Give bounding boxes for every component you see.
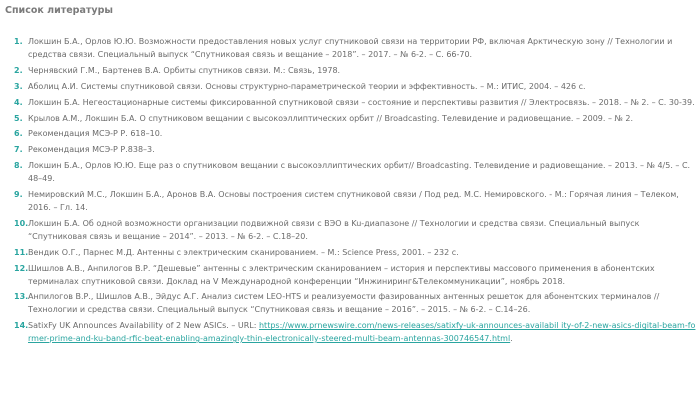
reference-text: Локшин Б.А., Орлов Ю.Ю. Возможности предоставления новых услуг спутниковой связи на территории РФ, включая Арктическую зону // Технологии и средства связи. Специальный выпуск “Спутниковая связь и вещание – 2018”. – 2017. – № 6-2. – С. 66-70.	[28, 37, 673, 59]
reference-text: Шишлов А.В., Анпилогов В.Р. “Дешевые” антенны с электрическим сканированием – история и перспективы массового применения в абонентских терминалах спутниковой связи. Доклад на V Международной конференции “Инжиниринг&Телекоммуникации”, ноябрь 2018.	[28, 263, 655, 286]
reference-text: Аболиц А.И. Системы спутниковой связи. Основы структурно-параметрической теории и эффективность. – М.: ИТИС, 2004. – 426 с.	[28, 81, 586, 91]
list-item	[0, 218, 700, 244]
reference-text: Анпилогов В.Р., Шишлов А.В., Эйдус А.Г. Анализ систем LEO-HTS и реализуемости фазированных антенных решеток для абонентских терминалов // Технологии и средства связи. Специальный выпуск “Спутниковая связь и вещание – 2016”. – 2015. – № 6-2. – С.14–26.	[28, 292, 660, 315]
reference-text: Рекомендация МСЭ-Р Р. 618–10.	[28, 129, 163, 139]
reference-number: 7.	[14, 145, 23, 155]
reference-number: 6.	[14, 129, 23, 139]
reference-text: Локшин Б.А. Негеостационарные системы фиксированной спутниковой связи – состояние и перспективы развития // Электросвязь. – 2018. – № 2. – С. 30-39.	[28, 97, 695, 107]
reference-text: Крылов А.М., Локшин Б.А. О спутниковом вещании с высокоэллиптических орбит // Broadcasting. Телевидение и радиовещание. – 2009. – № 2.	[28, 113, 633, 123]
reference-number: 5.	[14, 113, 23, 123]
list-item	[0, 320, 700, 346]
reference-text	[28, 320, 700, 346]
list-item	[0, 128, 700, 141]
list-item	[0, 113, 700, 126]
reference-number: 1.	[14, 37, 23, 46]
reference-url-link[interactable]: https://www.prnewswire.com/news-releases/satixfy-uk-announces-availabil ity-of-2-new-asics-digital-beam-former-prime-and-ku-band-rfic-beat-enabling-amazingly-thin-electronically-steered-multi-beam-antennas-300746547.html	[28, 321, 696, 344]
reference-text: Вендик О.Г., Парнес М.Д. Антенны с электрическим сканированием. – М.: Science Press, 2001. – 232 с.	[28, 247, 459, 257]
list-item	[0, 291, 700, 317]
reference-number: 12.	[14, 263, 29, 273]
list-item	[0, 189, 700, 215]
reference-text: Локшин Б.А., Орлов Ю.Ю. Еще раз о спутниковом вещании с высокоэллиптических орбит// Broadcasting. Телевидение и радиовещание. – 2013. – № 4/5. – С. 48–49.	[28, 161, 691, 184]
list-item	[0, 263, 700, 289]
list-item	[0, 65, 700, 78]
reference-number: 14.	[14, 321, 29, 331]
reference-text: Локшин Б.А. Об одной возможности организации подвижной связи с ВЭО в Ku-диапазоне // Технологии и средства связи. Специальный выпуск “Спутниковая связь и вещание – 2014”. – 2013. – № 6-2. – С.18–20.	[28, 218, 640, 241]
reference-text-lead: SatixFy UK Announces Availability of 2 New ASICs. – URL:	[28, 321, 259, 331]
reference-number: 10.	[14, 218, 29, 228]
reference-number: 11.	[14, 247, 29, 257]
reference-list	[0, 36, 700, 349]
reference-text-tail: .	[510, 334, 513, 344]
reference-text: Чернявский Г.М., Бартенев В.А. Орбиты спутников связи. М.: Связь, 1978.	[28, 65, 341, 75]
list-item	[0, 247, 700, 260]
reference-number: 9.	[14, 190, 23, 200]
page-title: Список литературы	[5, 5, 113, 16]
list-item	[0, 81, 700, 94]
list-item	[0, 144, 700, 157]
reference-number: 2.	[14, 65, 23, 75]
reference-number: 8.	[14, 161, 23, 171]
list-item	[0, 160, 700, 186]
list-item	[0, 36, 700, 62]
reference-number: 3.	[14, 81, 23, 91]
reference-number: 4.	[14, 97, 23, 107]
reference-number: 13.	[14, 292, 29, 302]
reference-text: Рекомендация МСЭ-Р Р.838–3.	[28, 145, 155, 155]
list-item	[0, 97, 700, 110]
reference-text: Немировский М.С., Локшин Б.А., Аронов В.А. Основы построения систем спутниковой связи / Под ред. М.С. Немировского. - М.: Горячая линия – Телеком, 2016. – Гл. 14.	[28, 190, 679, 212]
